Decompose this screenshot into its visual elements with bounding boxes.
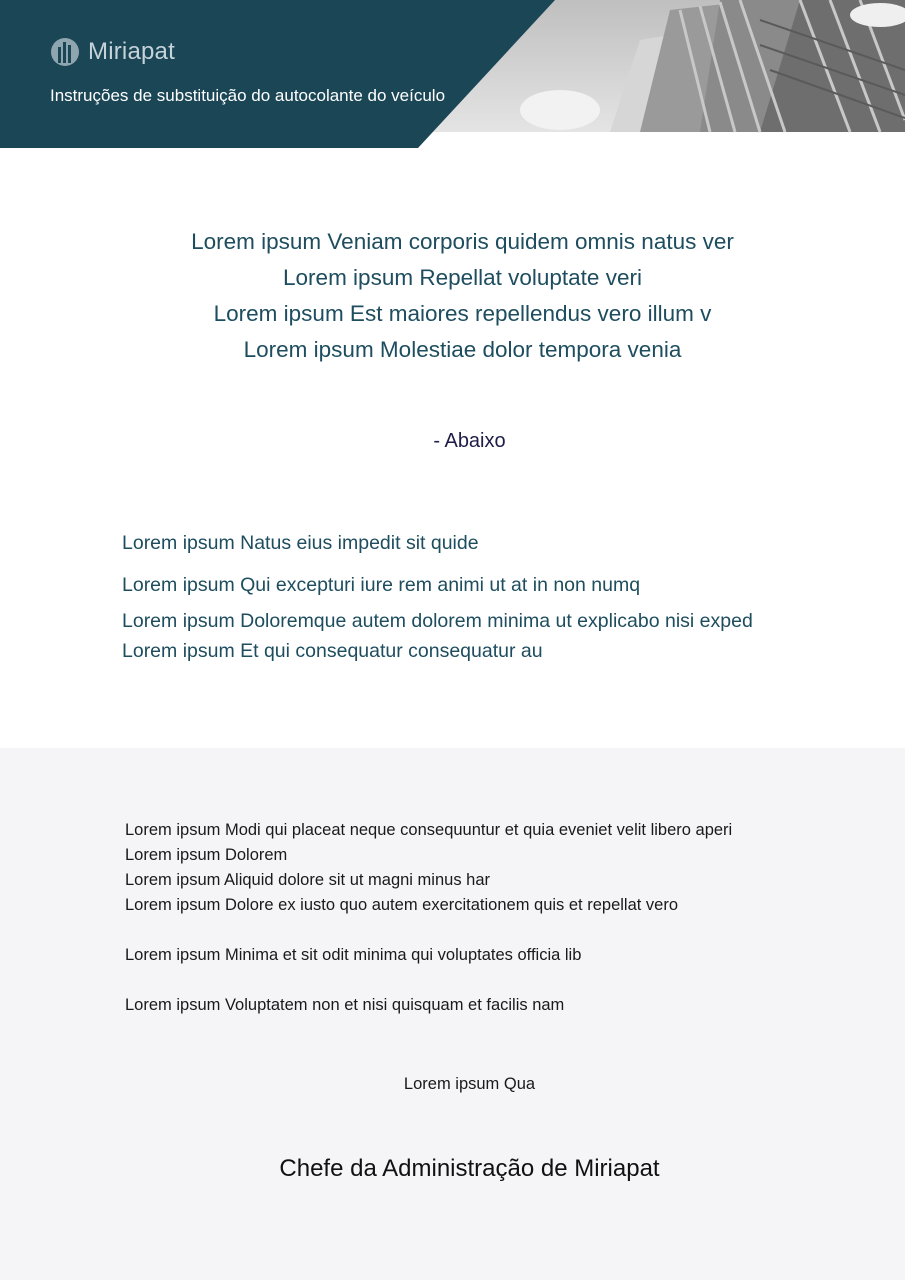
brand-name: Miriapat <box>88 38 175 65</box>
notes-block <box>125 818 732 1018</box>
note-line: Lorem ipsum Dolorem <box>125 846 288 864</box>
signature-line: Chefe da Administração de Miriapat <box>279 1155 660 1182</box>
intro-line: Lorem ipsum Molestiae dolor tempora venia <box>243 337 682 362</box>
intro-line: Lorem ipsum Veniam corporis quidem omnis natus ver <box>191 229 734 254</box>
list-item: Lorem ipsum Qui excepturi iure rem animi ut at in non numq <box>122 574 641 596</box>
list-item: Lorem ipsum Natus eius impedit sit quide <box>122 532 479 554</box>
note-line: Lorem ipsum Aliquid dolore sit ut magni minus har <box>125 871 491 889</box>
intro-line: Lorem ipsum Est maiores repellendus vero illum v <box>213 301 712 326</box>
list-item: Lorem ipsum Et qui consequatur consequatur au <box>122 640 543 662</box>
page-header <box>0 0 905 148</box>
brand-logo <box>50 37 175 67</box>
closing-text: Lorem ipsum Qua <box>403 1075 536 1093</box>
intro-block <box>0 224 905 368</box>
header-building-photo <box>0 0 905 148</box>
note-line: Lorem ipsum Dolore ex iusto quo autem exercitationem quis et repellat vero <box>125 896 679 914</box>
list-item: Lorem ipsum Doloremque autem dolorem minima ut explicabo nisi exped <box>122 610 753 632</box>
note-line: Lorem ipsum Minima et sit odit minima qui voluptates officia lib <box>125 946 582 964</box>
building-logo-icon <box>50 37 80 67</box>
note-line: Lorem ipsum Modi qui placeat neque consequuntur et quia eveniet velit libero aperi <box>125 821 733 839</box>
intro-line: Lorem ipsum Repellat voluptate veri <box>283 265 642 290</box>
spacer <box>125 968 732 993</box>
note-line: Lorem ipsum Voluptatem non et nisi quisquam et facilis nam <box>125 996 565 1014</box>
document-subtitle: Instruções de substituição do autocolante do veículo <box>50 86 446 105</box>
below-label: - Abaixo <box>433 430 506 452</box>
spacer <box>125 918 732 943</box>
